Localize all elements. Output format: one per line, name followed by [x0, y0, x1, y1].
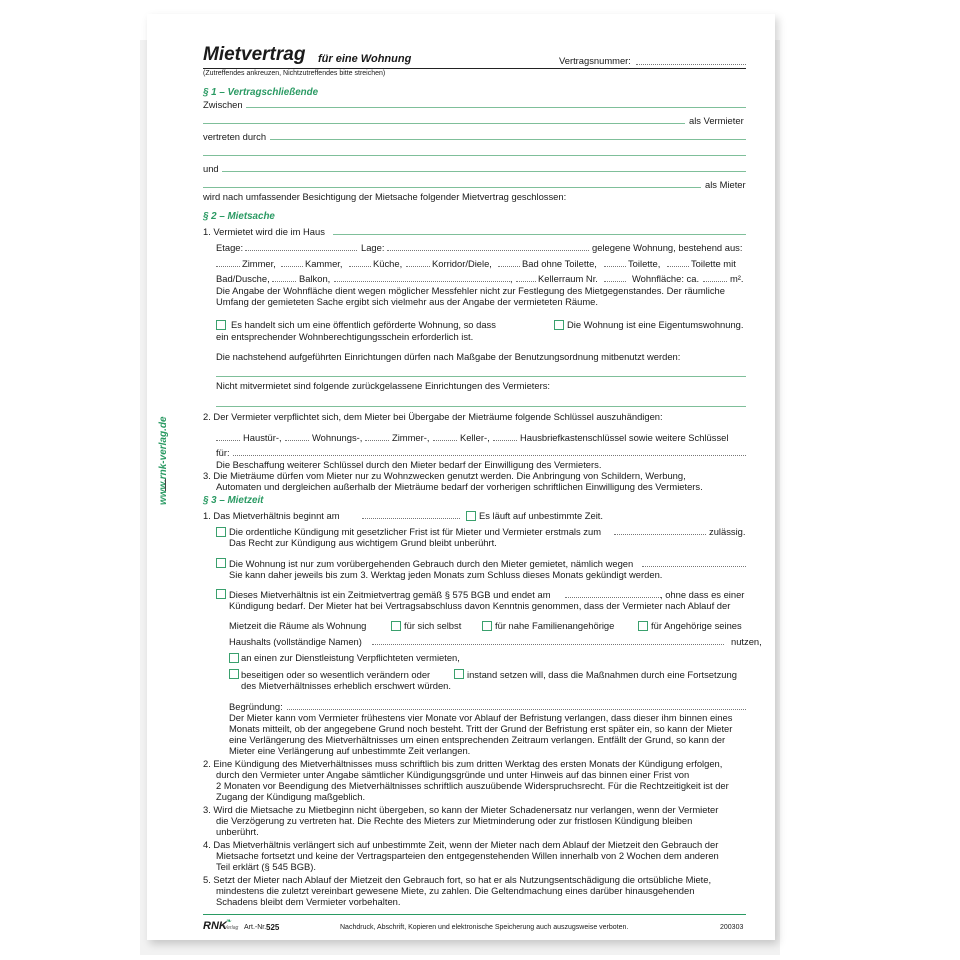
ordinary-termination-checkbox[interactable]: [216, 527, 226, 537]
temporary-reason-field[interactable]: [642, 566, 746, 567]
temporary-use-note: Sie kann daher jeweils bis zum 3. Werktag jeden Monats zum Schluss dieses Monats gekündigt werden.: [229, 569, 663, 580]
further-keys-field[interactable]: [233, 455, 746, 456]
bad-ohne-label: Bad ohne Toilette,: [522, 258, 597, 269]
toilette-label: Toilette,: [628, 258, 661, 269]
reason-field[interactable]: [287, 709, 746, 710]
s3-item-4-line-3: Teil erklärt (§ 545 BGB).: [216, 861, 317, 872]
zimmer-count-field[interactable]: [216, 266, 240, 267]
area-note-line-2: Umfang der gemieteten Sache ergibt sich vielmehr aus der Angabe der vermieteten Räume.: [216, 296, 598, 307]
wohnflaeche-label: Wohnfläche: ca.: [632, 273, 700, 284]
household-use-checkbox[interactable]: [638, 621, 648, 631]
kellerraum-nr-field[interactable]: [604, 281, 626, 282]
rnk-logo: RNK: [203, 920, 227, 932]
kueche-label: Küche,: [373, 258, 403, 269]
contract-number-label: Vertragsnummer:: [559, 55, 631, 66]
als-mieter-label: als Mieter: [705, 179, 746, 190]
kammer-count-field[interactable]: [281, 266, 303, 267]
document-subtitle: für eine Wohnung: [318, 53, 412, 65]
section-3-heading: § 3 – Mietzeit: [203, 495, 264, 506]
rnk-logo-sub: Verlag: [224, 925, 239, 931]
area-note-line-1: Die Angabe der Wohnfläche dient wegen möglicher Messfehler nicht zur Festlegung des Mietgegenstandes. Der räumliche: [216, 285, 725, 296]
repair-checkbox[interactable]: [454, 669, 464, 679]
header-rule: [203, 68, 746, 69]
comma-separator: ,: [510, 273, 513, 284]
balkon-count-field[interactable]: [272, 281, 296, 282]
indefinite-label: Es läuft auf unbestimmte Zeit.: [479, 510, 604, 521]
haustuer-count-field[interactable]: [216, 440, 240, 441]
indefinite-checkbox[interactable]: [466, 511, 476, 521]
form-code: 200303: [720, 924, 744, 931]
fixed-term-rule-line-2: Monats mitteilt, ob der angegebene Grund noch besteht. Tritt der Grund der Befristung erst später ein, so kann der Mieter: [229, 723, 733, 734]
s3-item-4-line-1: 4. Das Mietverhältnis verlängert sich auf unbestimmte Zeit, wenn der Mieter nach dem Ablauf der Mietzeit den Gebrauch der: [203, 839, 719, 850]
fixed-term-checkbox[interactable]: [216, 589, 226, 599]
temporary-use-checkbox[interactable]: [216, 558, 226, 568]
als-vermieter-label: als Vermieter: [689, 115, 744, 126]
remove-change-checkbox[interactable]: [229, 669, 239, 679]
public-housing-label-2: ein entsprechender Wohnberechtigungsschein erforderlich ist.: [216, 331, 474, 342]
contract-number-field[interactable]: [636, 64, 746, 65]
kueche-count-field[interactable]: [349, 266, 371, 267]
toilette-count-field[interactable]: [604, 266, 626, 267]
section-2-heading: § 2 – Mietsache: [203, 211, 275, 222]
service-staff-label: an einen zur Dienstleistung Verpflichteten vermieten,: [241, 652, 460, 663]
document-title: Mietvertrag: [203, 44, 306, 65]
self-use-checkbox[interactable]: [391, 621, 401, 631]
footer-rule: [203, 914, 746, 915]
s3-item-3-line-1: 3. Wird die Mietsache zu Mietbeginn nicht übergeben, so kann der Mieter Schadenersatz nur verlangen, wenn der Vermieter: [203, 804, 719, 815]
s3-item-4-line-2: Mietsache fortsetzt und keine der Vertragsparteien den entgegenstehenden Willen innerhalb von 2 Wochen dem anderen: [216, 850, 719, 861]
shared-facilities-label: Die nachstehend aufgeführten Einrichtungen dürfen nach Maßgabe der Benutzungsordnung mitbenutzt werden:: [216, 351, 681, 362]
s2-item-1: 1. Vermietet wird die im Haus: [203, 226, 325, 237]
toilette-mit-count-field[interactable]: [667, 266, 689, 267]
punch-mark: [165, 479, 166, 491]
briefkasten-label: Hausbriefkastenschlüssel sowie weitere Schlüssel: [520, 432, 729, 443]
shared-facilities-field[interactable]: [216, 376, 746, 377]
family-use-label: für nahe Familienangehörige: [495, 620, 615, 631]
landlord-field-1[interactable]: [246, 107, 746, 108]
art-nr-value: 525: [266, 923, 280, 932]
representative-field-2[interactable]: [203, 155, 746, 156]
fixed-term-line-2: Kündigung bedarf. Der Mieter hat bei Vertragsabschluss davon Kenntnis genommen, dass der Vermieter nach Ablauf der: [229, 600, 731, 611]
s3-item-2-line-2: durch den Vermieter unter Angabe sämtlicher Kündigungsgründe und unter Hinweis auf das binnen einer Frist von: [216, 769, 690, 780]
public-housing-checkbox[interactable]: [216, 320, 226, 330]
public-housing-label-1: Es handelt sich um eine öffentlich geförderte Wohnung, so dass: [231, 319, 496, 330]
s3-item-5-line-3: Schadens bleibt dem Vermieter vorbehalten.: [216, 896, 401, 907]
zimmer-key-label: Zimmer-,: [392, 432, 430, 443]
gelegene-label: gelegene Wohnung, bestehend aus:: [592, 242, 743, 253]
tenant-field-2[interactable]: [203, 187, 701, 188]
remove-change-label: beseitigen oder so wesentlich verändern oder: [241, 669, 431, 680]
landlord-field-2[interactable]: [203, 123, 685, 124]
toilette-mit-label: Toilette mit: [691, 258, 736, 269]
tenant-field-1[interactable]: [222, 171, 746, 172]
wohnungs-label: Wohnungs-,: [312, 432, 363, 443]
wohnungs-count-field[interactable]: [285, 440, 309, 441]
leaf-icon: ❧: [226, 918, 232, 925]
s3-item-2-line-4: Zugang der Kündigung maßgeblich.: [216, 791, 366, 802]
lage-field[interactable]: [387, 250, 589, 251]
keller-key-label: Keller-,: [460, 432, 490, 443]
s3-item-5-line-2: mindestens die zuletzt vereinbart gewesene Miete, zu zahlen. Die Geltendmachung eines darüber hinausgehenden: [216, 885, 695, 896]
end-date-field[interactable]: [565, 597, 661, 598]
reason-label: Begründung:: [229, 701, 283, 712]
section-1-closing: wird nach umfassender Besichtigung der Mietsache folgender Mietvertrag geschlossen:: [203, 191, 567, 202]
condo-checkbox[interactable]: [554, 320, 564, 330]
etage-field[interactable]: [245, 250, 357, 251]
m2-unit: m².: [730, 273, 744, 284]
und-label: und: [203, 163, 219, 174]
kellerraum-label: Kellerraum Nr.: [538, 273, 598, 284]
etage-label: Etage:: [216, 242, 244, 253]
wohnflaeche-field[interactable]: [703, 281, 727, 282]
condo-label: Die Wohnung ist eine Eigentumswohnung.: [567, 319, 744, 330]
extra-rooms-field[interactable]: [334, 281, 510, 282]
s2-item-2: 2. Der Vermieter verpflichtet sich, dem Mieter bei Übergabe der Mieträume folgende Schlüssel auszuhändigen:: [203, 411, 663, 422]
s3-item-3-line-3: unberührt.: [216, 826, 259, 837]
s2-item-3-line-2: Automaten und dergleichen außerhalb der Mieträume bedarf der vorherigen schriftlichen Einwilligung des Vermieters.: [216, 481, 703, 492]
household-names-label: Haushalts (vollständige Namen): [229, 636, 362, 647]
s3-item-3-line-2: die Verzögerung zu vertreten hat. Die Rechte des Mieters zur Mietminderung oder zur fristlosen Kündigung bleiben: [216, 815, 693, 826]
family-use-checkbox[interactable]: [482, 621, 492, 631]
vertreten-label: vertreten durch: [203, 131, 267, 142]
briefkasten-count-field[interactable]: [493, 440, 517, 441]
balkon-label: Balkon,: [299, 273, 331, 284]
instruction-note: (Zutreffendes ankreuzen, Nichtzutreffendes bitte streichen): [203, 70, 386, 77]
copyright-notice: Nachdruck, Abschrift, Kopieren und elektronische Speicherung auch auszugsweise verboten.: [340, 924, 629, 931]
s3-item-1: 1. Das Mietverhältnis beginnt am: [203, 510, 340, 521]
haustuer-label: Haustür-,: [243, 432, 282, 443]
zwischen-label: Zwischen: [203, 99, 243, 110]
repair-label: instand setzen will, dass die Maßnahmen durch eine Fortsetzung: [467, 669, 737, 680]
s3-item-2-line-1: 2. Eine Kündigung des Mietverhältnisses muss schriftlich bis zum dritten Werktag des ersten Monats der Kündigung erfolgen,: [203, 758, 723, 769]
ordinary-termination-note: Das Recht zur Kündigung aus wichtigem Grund bleibt unberührt.: [229, 537, 497, 548]
fixed-term-rule-line-4: Mieter eine Verlängerung auf unbestimmte Zeit verlangen.: [229, 745, 471, 756]
keys-note: Die Beschaffung weiterer Schlüssel durch den Mieter bedarf der Einwilligung des Vermieters.: [216, 459, 602, 470]
ordinary-termination-label: Die ordentliche Kündigung mit gesetzlicher Frist ist für Mieter und Vermieter erstmals zum: [229, 526, 602, 537]
section-1-heading: § 1 – Vertragschließende: [203, 87, 319, 98]
bad-ohne-count-field[interactable]: [498, 266, 520, 267]
representative-field-1[interactable]: [270, 139, 746, 140]
zimmer-key-count-field[interactable]: [365, 440, 389, 441]
service-staff-checkbox[interactable]: [229, 653, 239, 663]
self-use-label: für sich selbst: [404, 620, 462, 631]
fuer-label: für:: [216, 447, 230, 458]
korridor-label: Korridor/Diele,: [432, 258, 492, 269]
lage-label: Lage:: [361, 242, 385, 253]
kammer-label: Kammer,: [305, 258, 343, 269]
zimmer-label: Zimmer,: [242, 258, 276, 269]
s3-item-5-line-1: 5. Setzt der Mieter nach Ablauf der Mietzeit den Gebrauch fort, so hat er als Nutzungsentschädigung die ortsübliche Miete,: [203, 874, 712, 885]
zulaessig-label: zulässig.: [709, 526, 746, 537]
s3-item-2-line-3: 2 Monaten vor Beendigung des Mietverhältnisses schriftlich auszuübende Widerspruchsrecht. Für die Rechtzeitigkeit ist der: [216, 780, 729, 791]
s2-item-3-line-1: 3. Die Mieträume dürfen vom Mieter nur zu Wohnzwecken genutzt werden. Die Anbringung von Schildern, Werbung,: [203, 470, 686, 481]
bad-dusche-label: Bad/Dusche,: [216, 273, 270, 284]
first-termination-date-field[interactable]: [614, 534, 706, 535]
fixed-term-line-3: Mietzeit die Räume als Wohnung: [229, 620, 367, 631]
not-rented-field[interactable]: [216, 406, 746, 407]
fixed-term-rule-line-1: Der Mieter kann vom Vermieter frühestens vier Monate vor Ablauf der Befristung verlangen, dass dieser ihm binnen eines: [229, 712, 733, 723]
side-url: www.rnk-verlag.de: [158, 416, 169, 505]
household-names-field[interactable]: [372, 644, 724, 645]
fixed-term-label-end: , ohne dass es einer: [660, 589, 745, 600]
fixed-term-rule-line-3: eine Verlängerung des Mietverhältnisses um einen entsprechenden Zeitraum verlangen. Entfällt der Grund, so kann der: [229, 734, 726, 745]
begin-date-field[interactable]: [362, 518, 460, 519]
keller-count-field[interactable]: [516, 281, 536, 282]
not-rented-label: Nicht mitvermietet sind folgende zurückgelassene Einrichtungen des Vermieters:: [216, 380, 551, 391]
art-nr-label: Art.-Nr.: [244, 924, 267, 931]
korridor-count-field[interactable]: [406, 266, 430, 267]
temporary-use-label: Die Wohnung ist nur zum vorübergehenden Gebrauch durch den Mieter gemietet, nämlich wegen: [229, 558, 634, 569]
fixed-term-label: Dieses Mietverhältnis ist ein Zeitmietvertrag gemäß § 575 BGB und endet am: [229, 589, 551, 600]
keller-key-count-field[interactable]: [433, 440, 457, 441]
house-field[interactable]: [333, 234, 746, 235]
household-use-label: für Angehörige seines: [651, 620, 742, 631]
repair-note: des Mietverhältnisses erheblich erschwert würden.: [241, 680, 451, 691]
nutzen-label: nutzen,: [731, 636, 762, 647]
